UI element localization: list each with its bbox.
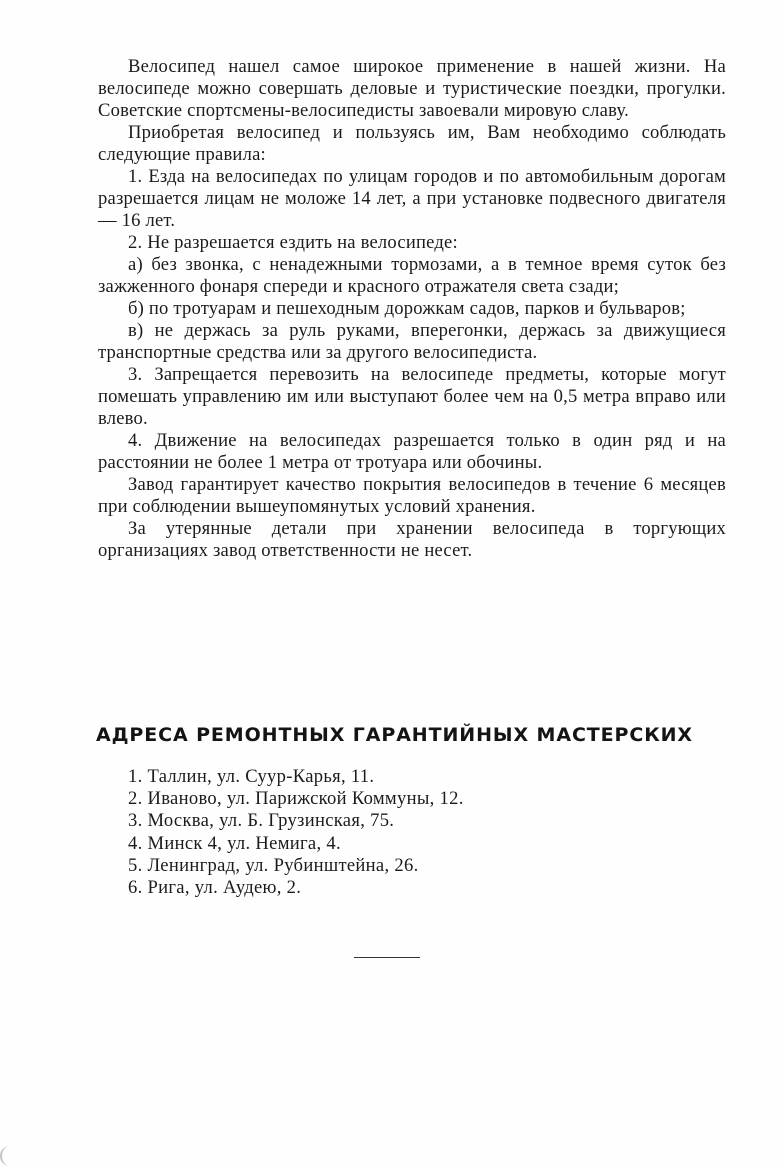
paragraph-intro: Велосипед нашел самое широкое применение в нашей жизни. На велосипеде можно совершать деловые и туристические поездки, прогулки. Советские спортсмены-велосипедисты завоевали мировую славу. xyxy=(98,56,726,121)
list-item: 3. Москва, ул. Б. Грузинская, 75. xyxy=(128,810,395,832)
paragraph-rule-3: 3. Запрещается перевозить на велосипеде предметы, которые могут помешать управлению им или выступают более чем на 0,5 метра вправо или влево. xyxy=(98,364,726,429)
paragraph-rule-4: 4. Движение на велосипедах разрешается только в один ряд и на расстоянии не более 1 метра от тротуара или обочины. xyxy=(98,430,726,473)
closing-divider xyxy=(354,957,420,958)
page-edge-mark xyxy=(0,1146,14,1166)
paragraph-lost-parts: За утерянные детали при хранении велосипеда в торгующих организациях завод ответственности не несет. xyxy=(98,518,726,561)
list-item: 1. Таллин, ул. Суур-Карья, 11. xyxy=(128,766,375,787)
paragraph-rule-1: 1. Езда на велосипедах по улицам городов и по автомобильным дорогам разрешается лицам не моложе 14 лет, а при установке подвесного двигателя — 16 лет. xyxy=(98,166,726,231)
paragraph-warranty: Завод гарантирует качество покрытия велосипедов в течение 6 месяцев при соблюдении вышеупомянутых условий хранения. xyxy=(98,474,726,517)
paragraph-rule-2b: б) по тротуарам и пешеходным дорожкам садов, парков и бульваров; xyxy=(128,298,686,319)
list-item: 6. Рига, ул. Аудею, 2. xyxy=(128,877,302,899)
list-item: 5. Ленинград, ул. Рубинштейна, 26. xyxy=(128,854,419,876)
paragraph-rules-lead: Приобретая велосипед и пользуясь им, Вам необходимо соблюдать следующие правила: xyxy=(98,122,726,165)
paragraph-rule-2: 2. Не разрешается ездить на велосипеде: xyxy=(128,232,458,253)
paragraph-rule-2c: в) не держась за руль руками, вперегонки, держась за движущиеся транспортные средства или за другого велосипедиста. xyxy=(98,320,726,363)
address-list xyxy=(128,766,688,899)
list-item: 4. Минск 4, ул. Немига, 4. xyxy=(128,832,341,854)
list-item: 2. Иваново, ул. Парижской Коммуны, 12. xyxy=(128,788,464,810)
rules-text xyxy=(98,56,726,562)
paragraph-rule-2a: а) без звонка, с ненадежными тормозами, а в темное время суток без зажженного фонаря спереди и красного отражателя света сзади; xyxy=(98,254,726,297)
section-heading: АДРЕСА РЕМОНТНЫХ ГАРАНТИЙНЫХ МАСТЕРСКИХ xyxy=(96,724,693,746)
